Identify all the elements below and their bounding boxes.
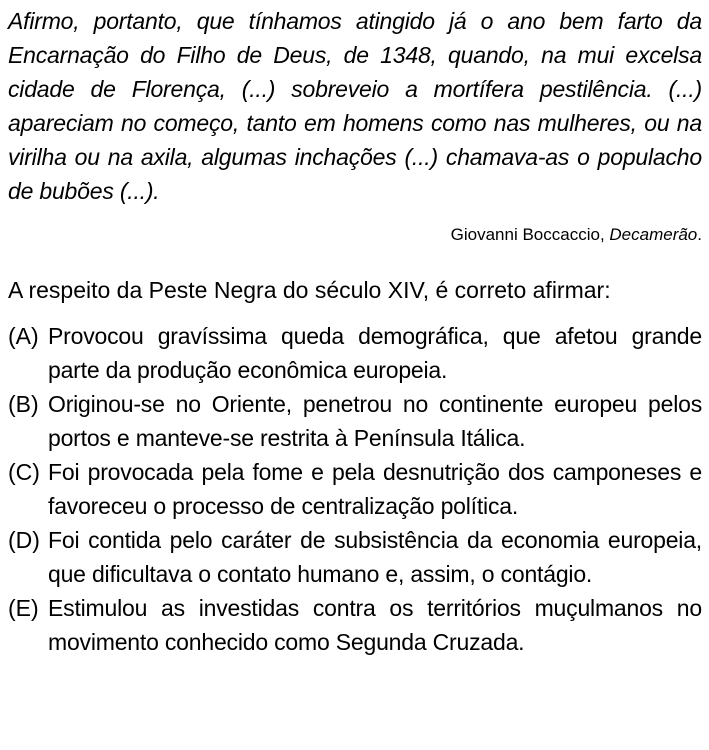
attribution-end: . bbox=[697, 225, 702, 244]
option-text: Estimulou as investidas contra os territórios muçulmanos no movimento conhecido como Segunda Cruzada. bbox=[48, 595, 702, 655]
option-text: Originou-se no Oriente, penetrou no continente europeu pelos portos e manteve-se restrita à Península Itálica. bbox=[48, 391, 702, 451]
option-c bbox=[8, 455, 702, 523]
option-d bbox=[8, 523, 702, 591]
answer-options bbox=[8, 319, 702, 659]
option-text: Foi provocada pela fome e pela desnutrição dos camponeses e favoreceu o processo de centralização política. bbox=[48, 459, 702, 519]
option-text: Foi contida pelo caráter de subsistência da economia europeia, que dificultava o contato humano e, assim, o contágio. bbox=[48, 527, 702, 587]
quote-attribution bbox=[8, 224, 702, 246]
option-b bbox=[8, 387, 702, 455]
option-letter: (D) bbox=[8, 527, 40, 553]
option-e bbox=[8, 591, 702, 659]
attribution-work: Decamerão bbox=[609, 225, 698, 244]
option-a bbox=[8, 319, 702, 387]
option-text: Provocou gravíssima queda demográfica, que afetou grande parte da produção econômica europeia. bbox=[48, 323, 702, 383]
quote-text: Afirmo, portanto, que tínhamos atingido já o ano bem farto da Encarnação do Filho de Deus, de 1348, quando, na mui excelsa cidade de Florença, (...) sobreveio a mortífera pestilência. (...) apareciam no começo, tanto em homens como nas mulheres, ou na virilha ou na axila, algumas inchações (...) chamava-as o populacho de bubões (...). bbox=[8, 8, 702, 204]
attribution-author: Giovanni Boccaccio, bbox=[450, 225, 610, 244]
option-letter: (A) bbox=[8, 323, 39, 349]
question-stem: A respeito da Peste Negra do século XIV, é correto afirmar: bbox=[8, 277, 611, 303]
option-letter: (B) bbox=[8, 391, 39, 417]
exam-question bbox=[8, 4, 702, 659]
option-letter: (E) bbox=[8, 595, 39, 621]
option-letter: (C) bbox=[8, 459, 40, 485]
